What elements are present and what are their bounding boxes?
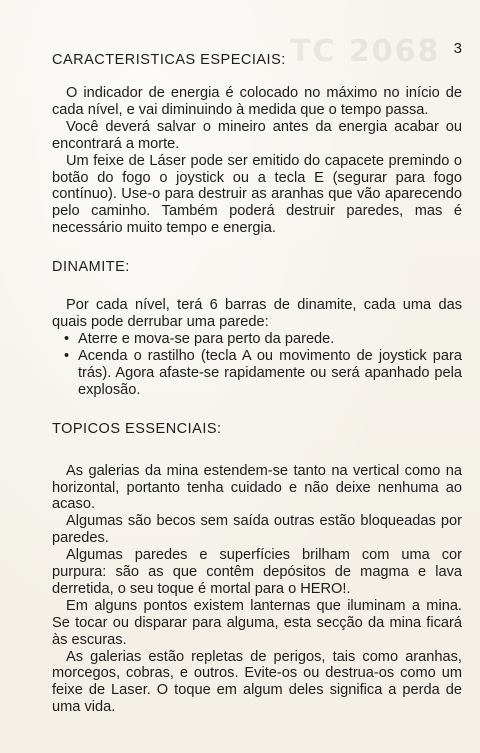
paragraph: Em alguns pontos existem lanternas que iluminam a mina. Se tocar ou disparar para alguma, esta secção da mina ficará às escuras.: [52, 597, 462, 648]
page-content: [52, 52, 462, 716]
section-heading: TOPICOS ESSENCIAIS:: [52, 420, 222, 437]
bullet-icon: •: [64, 330, 70, 347]
paragraph: Um feixe de Láser pode ser emitido do capacete premindo o botão do fogo o joystick ou a tecla E (segurar para fogo contínuo). Use-o para destruir as aranhas que vão aparecendo pelo caminho. Também poderá destruir paredes, mas é necessário muito tempo e energia.: [52, 152, 462, 237]
bleed-through-text: TC 2068: [290, 34, 441, 69]
paragraph: As galerias da mina estendem-se tanto na vertical como na horizontal, portanto tenha cuidado e não deixe nenhuma ao acaso.: [52, 462, 462, 513]
section-heading: CARACTERISTICAS ESPECIAIS:: [52, 52, 286, 68]
list-item: [64, 331, 462, 348]
page-number: 3: [453, 40, 462, 57]
section-dinamite: [52, 259, 462, 398]
list-item-text: Acenda o rastilho (tecla A ou movimento de joystick para trás). Agora afaste-se rapidamente ou será apanhado pela explosão.: [78, 347, 462, 398]
paragraph: Por cada nível, terá 6 barras de dinamite, cada uma das quais pode derrubar uma parede:: [52, 297, 462, 331]
section-heading: DINAMITE:: [52, 259, 130, 276]
paragraph: Você deverá salvar o mineiro antes da energia acabar ou encontrará a morte.: [52, 118, 462, 152]
bullet-icon: •: [64, 347, 70, 364]
paragraph: As galerias estão repletas de perigos, tais como aranhas, morcegos, cobras, e outros. Evite-os ou destrua-os como um feixe de Laser. O toque em algum deles significa a perda de uma vida.: [52, 648, 462, 716]
paragraph: Algumas são becos sem saída outras estão bloqueadas por paredes.: [52, 513, 462, 547]
bullet-list: [52, 331, 462, 399]
section-topicos-essenciais: [52, 421, 462, 717]
paragraph: O indicador de energia é colocado no máximo no início de cada nível, e vai diminuindo à medida que o tempo passa.: [52, 85, 462, 118]
list-item: [64, 348, 462, 399]
section-caracteristicas-especiais: [52, 52, 462, 237]
paragraph: Algumas paredes e superfícies brilham com uma cor purpura: são as que contêm depósitos de magma e lava derretida, o seu toque é mortal para o HERO!.: [52, 547, 462, 597]
list-item-text: Aterre e mova-se para perto da parede.: [78, 330, 335, 347]
